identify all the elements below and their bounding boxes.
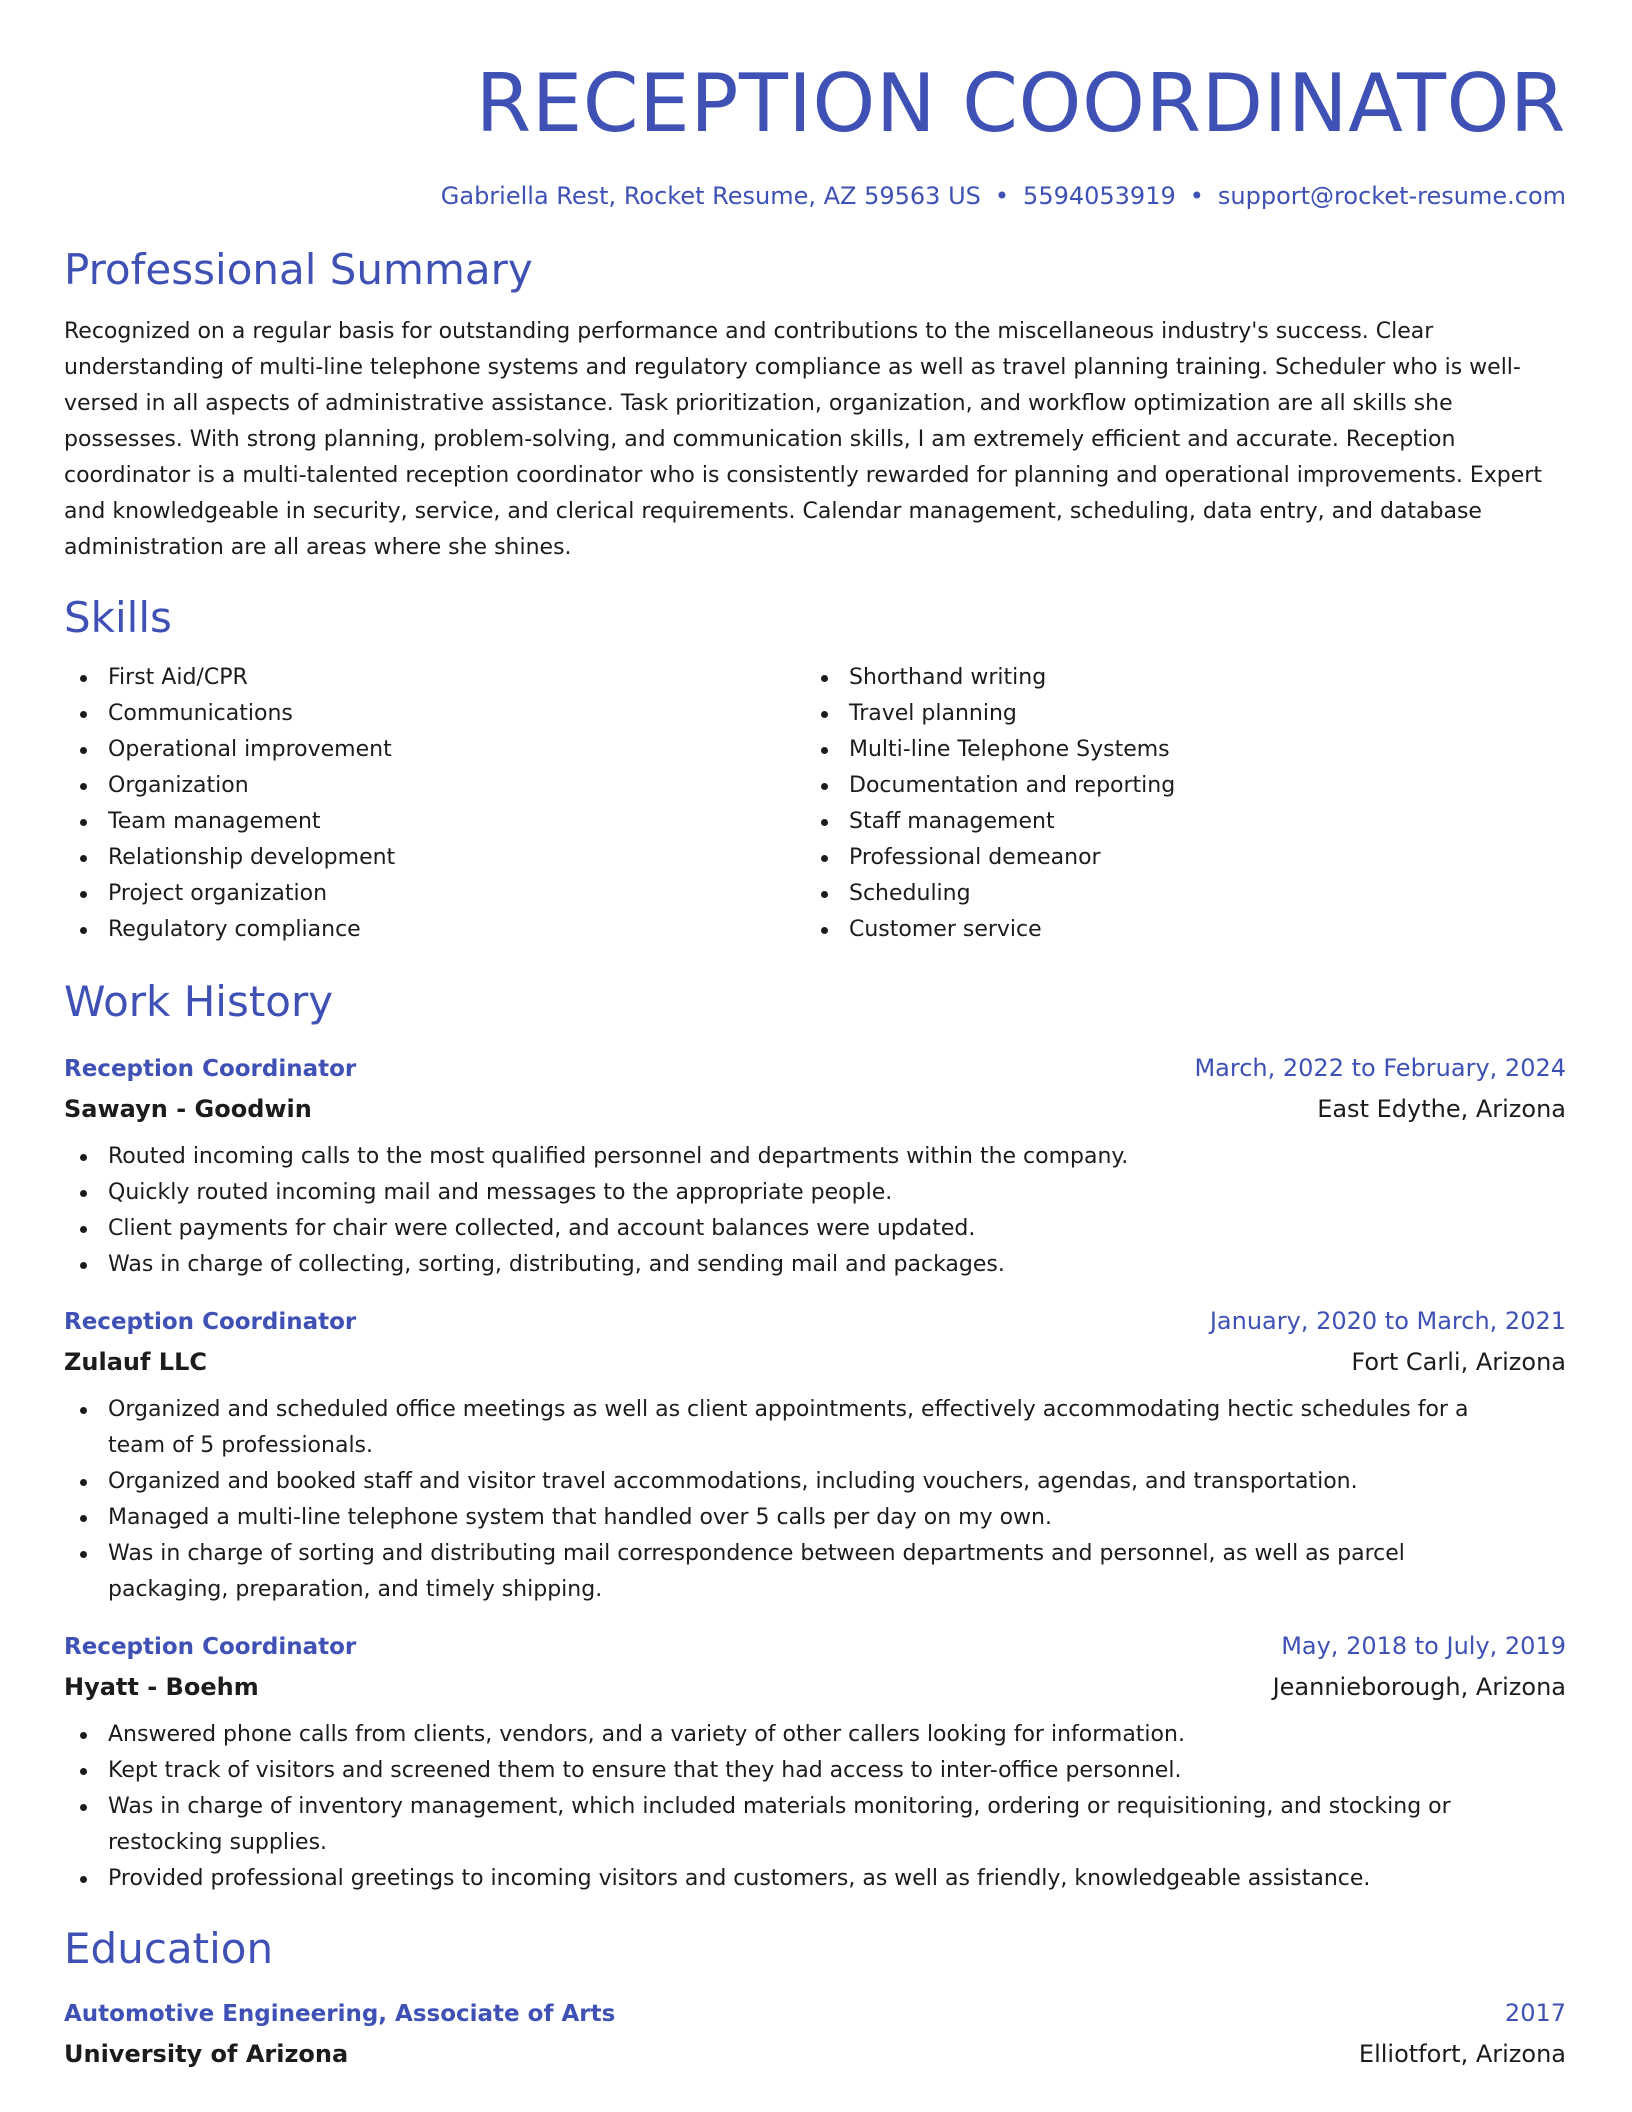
skill-item: Professional demeanor [805,840,1546,876]
job-duty: Quickly routed incoming mail and messages to the appropriate people. [64,1175,1514,1211]
school-location: Elliotfort, Arizona [1358,2040,1566,2068]
job-entry [64,1050,1566,1283]
contact-separator: • [1189,182,1204,210]
job-duty: Answered phone calls from clients, vendors, and a variety of other callers looking for information. [64,1717,1514,1753]
skills-list [64,660,1566,948]
section-title-work-history: Work History [64,977,334,1026]
skills-column-right [805,660,1546,948]
job-duty: Managed a multi-line telephone system that handled over 5 calls per day on my own. [64,1500,1514,1536]
skill-item: First Aid/CPR [64,660,805,696]
job-duty: Was in charge of sorting and distributing mail correspondence between departments and personnel, as well as parcel packaging, preparation, and timely shipping. [64,1536,1514,1608]
job-duties [64,1139,1514,1283]
job-entry [64,1628,1566,1897]
contact-email: support@rocket-resume.com [1217,182,1566,210]
job-duty: Was in charge of inventory management, which included materials monitoring, ordering or requisitioning, and stocking or restocking supplies. [64,1789,1514,1861]
job-duties [64,1392,1514,1608]
skill-item: Regulatory compliance [64,912,805,948]
company-name: Hyatt - Boehm [64,1673,259,1701]
contact-line [64,180,1566,212]
section-title-education: Education [64,1924,274,1973]
skill-item: Shorthand writing [805,660,1546,696]
job-title: Reception Coordinator [64,1309,357,1335]
job-duty: Organized and scheduled office meetings as well as client appointments, effectively accommodating hectic schedules for a team of 5 professionals. [64,1392,1514,1464]
job-title: Reception Coordinator [64,1056,357,1082]
contact-separator: • [994,182,1010,210]
summary-text: Recognized on a regular basis for outstanding performance and contributions to the miscellaneous industry's success. Clear understanding of multi-line telephone systems and regulatory compliance as well as travel planning training. Scheduler who is well-versed in all aspects of administrative assistance. Task prioritization, organization, and workflow optimization are all skills she possesses. With strong planning, problem-solving, and communication skills, I am extremely efficient and accurate. Reception coordinator is a multi-talented reception coordinator who is consistently rewarded for planning and operational improvements. Expert and knowledgeable in security, service, and clerical requirements. Calendar management, scheduling, data entry, and database administration are all areas where she shines. [64,319,1542,560]
section-title-skills: Skills [64,593,172,642]
company-name: Zulauf LLC [64,1348,207,1376]
job-duty: Was in charge of collecting, sorting, distributing, and sending mail and packages. [64,1247,1514,1283]
resume-page [64,0,1566,2072]
job-location: Jeannieborough, Arizona [1272,1673,1566,1701]
skills-column-left [64,660,805,948]
job-duty: Routed incoming calls to the most qualified personnel and departments within the company. [64,1139,1514,1175]
job-duty: Client payments for chair were collected, and account balances were updated. [64,1211,1514,1247]
skill-item: Documentation and reporting [805,768,1546,804]
skill-item: Relationship development [64,840,805,876]
contact-phone: 5594053919 [1023,182,1176,210]
graduation-year: 2017 [1504,1999,1566,2027]
job-dates: January, 2020 to March, 2021 [1209,1307,1566,1335]
degree: Automotive Engineering, Associate of Arts [64,2001,616,2027]
skill-item: Travel planning [805,696,1546,732]
job-location: East Edythe, Arizona [1317,1095,1566,1123]
job-title: Reception Coordinator [64,1634,357,1660]
company-name: Sawayn - Goodwin [64,1095,312,1123]
skill-item: Communications [64,696,805,732]
job-entry [64,1303,1566,1608]
job-duty: Kept track of visitors and screened them to ensure that they had access to inter-office personnel. [64,1753,1514,1789]
job-duties [64,1717,1514,1897]
skill-item: Staff management [805,804,1546,840]
skill-item: Scheduling [805,876,1546,912]
skill-item: Operational improvement [64,732,805,768]
education-entry [64,1995,1566,2072]
job-dates: March, 2022 to February, 2024 [1194,1054,1566,1082]
skill-item: Organization [64,768,805,804]
job-duty: Organized and booked staff and visitor travel accommodations, including vouchers, agendas, and transportation. [64,1464,1514,1500]
contact-address: Gabriella Rest, Rocket Resume, AZ 59563 US [440,182,981,210]
job-duty: Provided professional greetings to incoming visitors and customers, as well as friendly, knowledgeable assistance. [64,1861,1514,1897]
skill-item: Multi-line Telephone Systems [805,732,1546,768]
school-name: University of Arizona [64,2040,349,2068]
skill-item: Customer service [805,912,1546,948]
skill-item: Project organization [64,876,805,912]
job-dates: May, 2018 to July, 2019 [1281,1632,1566,1660]
job-location: Fort Carli, Arizona [1351,1348,1566,1376]
resume-title: RECEPTION COORDINATOR [475,57,1566,150]
skill-item: Team management [64,804,805,840]
section-title-summary: Professional Summary [64,245,533,294]
